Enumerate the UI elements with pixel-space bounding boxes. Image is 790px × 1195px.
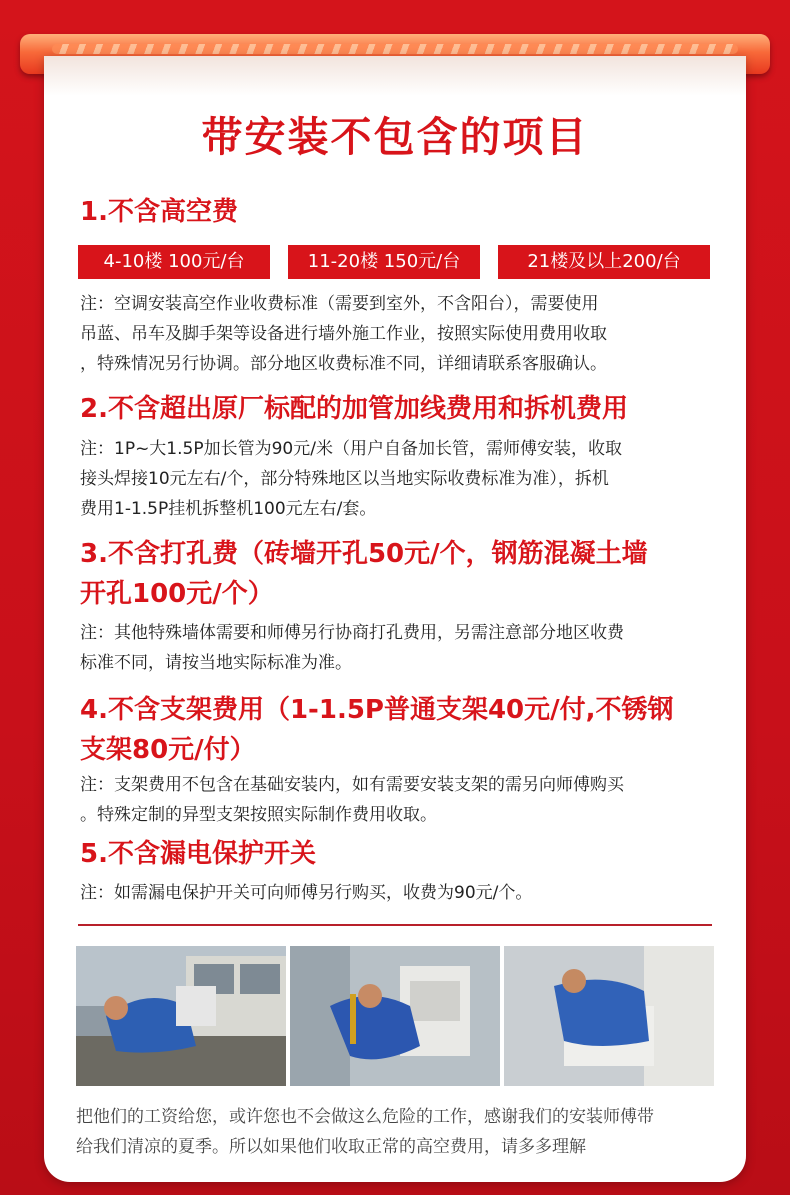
divider: [78, 924, 712, 926]
paper-card: [44, 56, 746, 1182]
item-3-note: [80, 618, 720, 678]
scroll-rod-highlight: [52, 44, 738, 54]
note-line: 注：1P~大1.5P加长管为90元/米（用户自备加长管，需师傅安装，收取: [80, 439, 622, 459]
note-line: 注：其他特殊墙体需要和师傅另行协商打孔费用，另需注意部分地区收费: [80, 623, 624, 643]
note-line: 标准不同，请按当地实际标准为准。: [80, 653, 352, 673]
installer-photo-2: [290, 946, 500, 1086]
footer-line: 给我们清凉的夏季。所以如果他们收取正常的高空费用，请多多理解: [76, 1137, 586, 1157]
heading-line: 3.不含打孔费（砖墙开孔50元/个，钢筋混凝土墙: [80, 539, 648, 569]
installer-photo-1: [76, 946, 286, 1086]
note-line: ，特殊情况另行协调。部分地区收费标准不同，详细请联系客服确认。: [80, 354, 607, 374]
footer-message: [76, 1102, 720, 1162]
item-4-heading: [80, 690, 722, 770]
footer-line: 把他们的工资给您，或许您也不会做这么危险的工作，感谢我们的安装师傅带: [76, 1107, 654, 1127]
installer-photo-3: [504, 946, 714, 1086]
heading-line: 开孔100元/个）: [80, 579, 274, 609]
item-2-note: [80, 434, 720, 524]
page-title: 带安装不包含的项目: [201, 113, 589, 161]
item-4-note: [80, 770, 720, 830]
item-5-heading: 5.不含漏电保护开关: [80, 839, 316, 869]
fee-tag-11-20: 11-20楼 150元/台: [288, 245, 480, 279]
note-line: 费用1-1.5P挂机拆整机100元左右/套。: [80, 499, 377, 519]
paper-shade: [44, 56, 746, 96]
item-1-note: [80, 289, 720, 379]
note-line: 。特殊定制的异型支架按照实际制作费用收取。: [80, 805, 437, 825]
item-5-note: [80, 878, 720, 908]
installer-photo-strip: [76, 946, 714, 1086]
fee-tag-4-10: 4-10楼 100元/台: [78, 245, 270, 279]
item-1-heading: 1.不含高空费: [80, 197, 238, 227]
note-line: 吊蓝、吊车及脚手架等设备进行墙外施工作业，按照实际使用费用收取: [80, 324, 607, 344]
item-2-heading: 2.不含超出原厂标配的加管加线费用和拆机费用: [80, 394, 628, 424]
fee-tag-21-plus: 21楼及以上200/台: [498, 245, 710, 279]
note-line: 注：空调安装高空作业收费标准（需要到室外，不含阳台），需要使用: [80, 294, 599, 314]
item-3-heading: [80, 534, 722, 614]
note-line: 注：如需漏电保护开关可向师傅另行购买，收费为90元/个。: [80, 883, 533, 903]
heading-line: 支架80元/付）: [80, 735, 256, 765]
heading-line: 4.不含支架费用（1-1.5P普通支架40元/付,不锈钢: [80, 695, 674, 725]
note-line: 注：支架费用不包含在基础安装内，如有需要安装支架的需另向师傅购买: [80, 775, 624, 795]
note-line: 接头焊接10元左右/个，部分特殊地区以当地实际收费标准为准），拆机: [80, 469, 609, 489]
